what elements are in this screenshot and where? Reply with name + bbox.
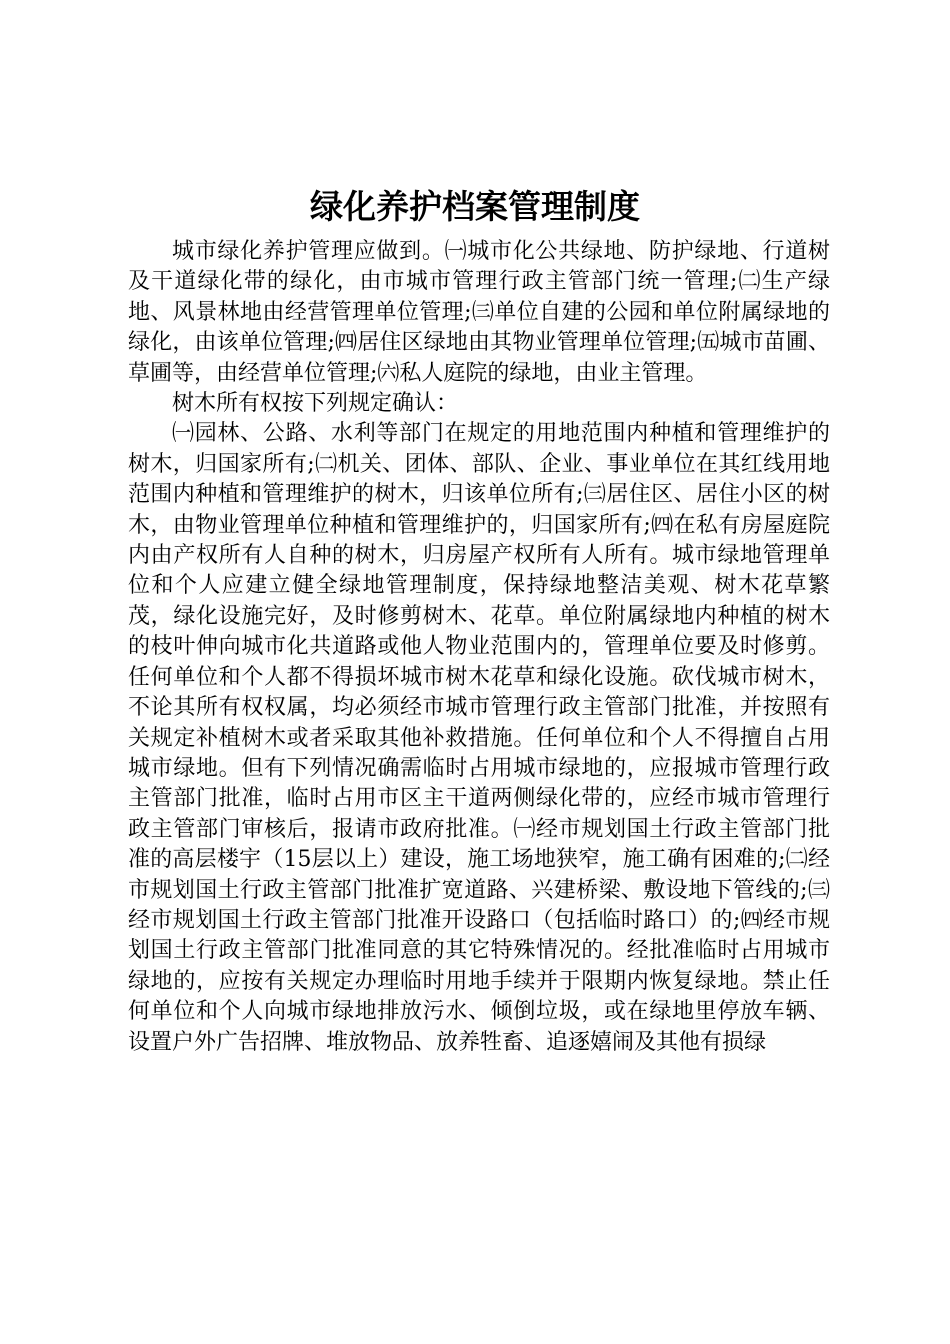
paragraph-maintenance-duties: 城市绿化养护管理应做到。㈠城市化公共绿地、防护绿地、行道树及干道绿化带的绿化，由市城市管理行政主管部门统一管理;㈡生产绿地、风景林地由经营管理单位管理;㈢单位自建的公园和单位附属绿地的绿化，由该单位管理;㈣居住区绿地由其物业管理单位管理;㈤城市苗圃、草圃等，由经营单位管理;㈥私人庭院的绿地，由业主管理。 <box>128 239 830 386</box>
document-title: 绿化养护档案管理制度 <box>310 187 640 226</box>
paragraph-ownership-heading: 树木所有权按下列规定确认： <box>172 391 459 417</box>
paragraph-ownership-rules: ㈠园林、公路、水利等部门在规定的用地范围内种植和管理维护的树木，归国家所有;㈡机关、团体、部队、企业、事业单位在其红线用地范围内种植和管理维护的树木，归该单位所有;㈢居住区、居住小区的树木，由物业管理单位种植和管理维护的，归国家所有;㈣在私有房屋庭院内由产权所有人自种的树木，归房屋产权所有人所有。城市绿地管理单位和个人应建立健全绿地管理制度，保持绿地整洁美观、树木花草繁茂，绿化设施完好，及时修剪树木、花草。单位附属绿地内种植的树木的枝叶伸向城市化共道路或他人物业范围内的，管理单位要及时修剪。任何单位和个人都不得损坏城市树木花草和绿化设施。砍伐城市树木，不论其所有权权属，均必须经市城市管理行政主管部门批准，并按照有关规定补植树木或者采取其他补救措施。任何单位和个人不得擅自占用城市绿地。但有下列情况确需临时占用城市绿地的，应报城市管理行政主管部门批准，临时占用市区主干道两侧绿化带的，应经市城市管理行政主管部门审核后，报请市政府批准。㈠经市规划国土行政主管部门批准的高层楼宇（15层以上）建设，施工场地狭窄，施工确有困难的;㈡经市规划国土行政主管部门批准扩宽道路、兴建桥梁、敷设地下管线的;㈢经市规划国土行政主管部门批准开设路口（包括临时路口）的;㈣经市规划国土行政主管部门批准同意的其它特殊情况的。经批准临时占用城市绿地的，应按有关规定办理临时用地手续并于限期内恢复绿地。禁止任何单位和个人向城市绿地排放污水、倾倒垃圾，或在绿地里停放车辆、设置户外广告招牌、堆放物品、放养牲畜、追逐嬉闹及其他有损绿 <box>128 421 830 1055</box>
document-body <box>128 237 830 1058</box>
